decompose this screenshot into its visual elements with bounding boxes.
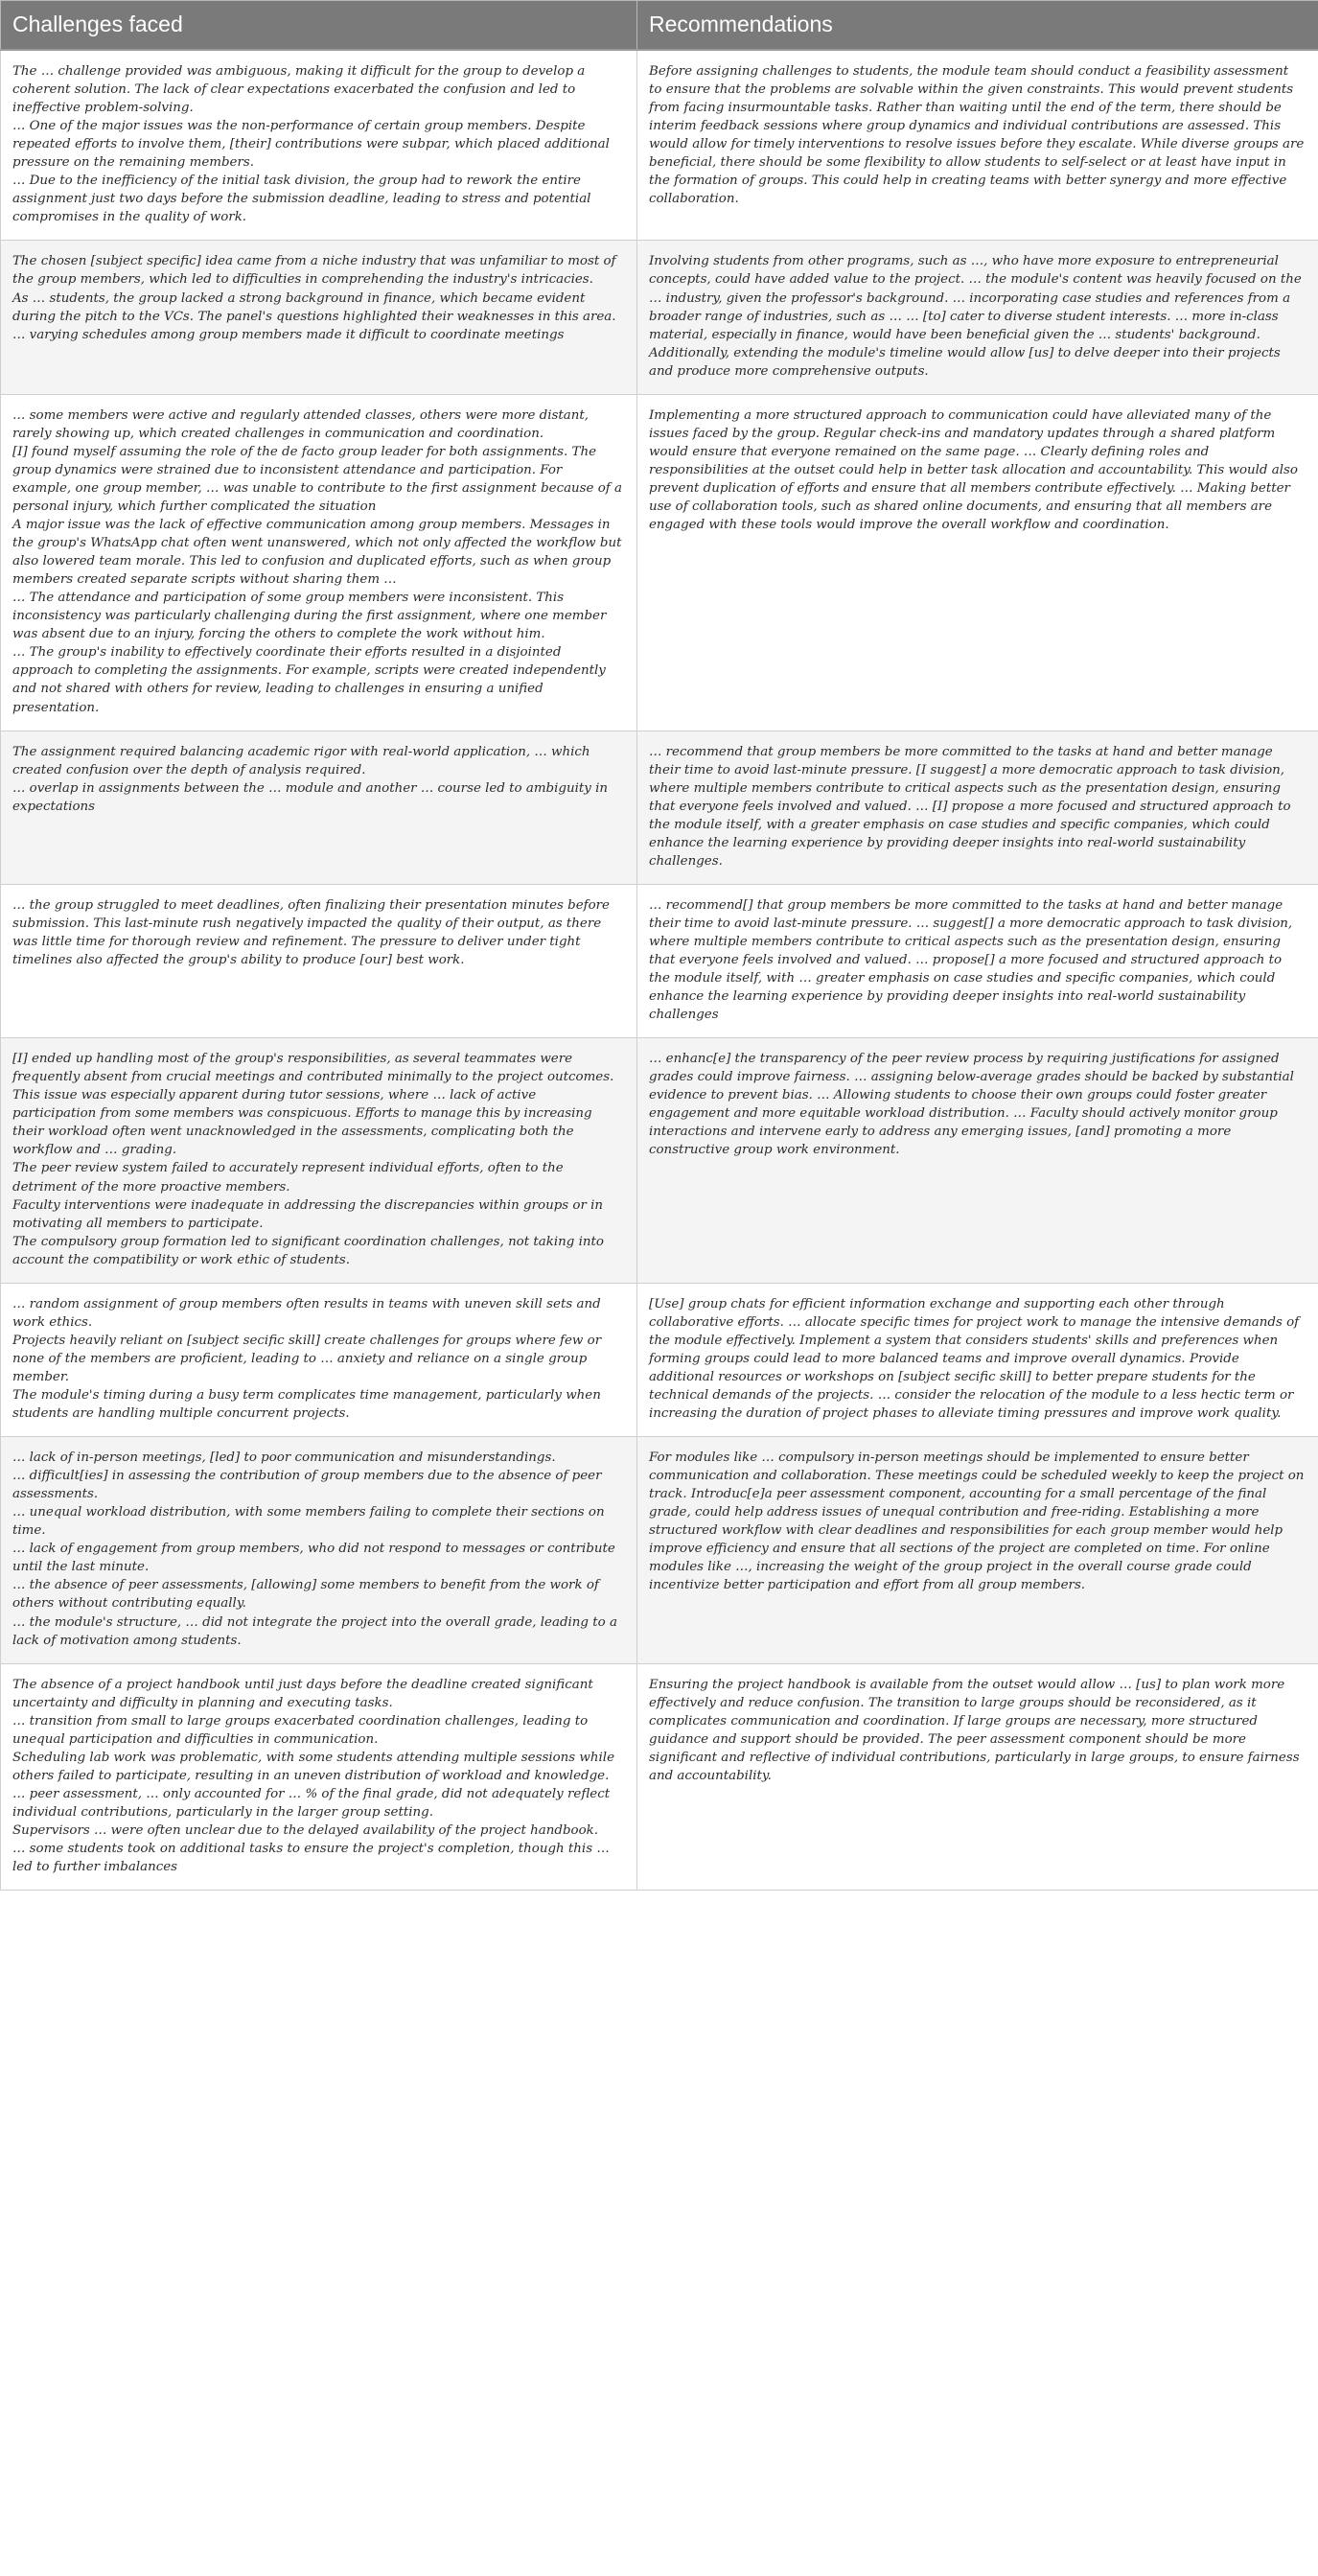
challenge-paragraph: … varying schedules among group members made it difficult to coordinate meetings	[12, 327, 565, 342]
challenge-paragraph: … random assignment of group members often results in teams with uneven skill sets and work ethics.	[12, 1296, 601, 1330]
table-row	[1, 1437, 1318, 1664]
challenge-paragraph: As … students, the group lacked a strong background in finance, which became evident during the pitch to the VCs. The panel's questions highlighted their weaknesses in this area.	[12, 290, 616, 324]
recommendation-paragraph: … recommend[] that group members be more committed to the tasks at hand and better manage their time to avoid last-minute pressure. … suggest[] a more democratic approach to task division, where multiple members contribute to critical aspects such as the presentation design, ensuring that everyone feels involved and valued. … propose[] a more focused and structured approach to the module itself, with … greater emphasis on case studies and specific companies, which could enhance the learning experience by providing deeper insights into real-world sustainability challenges	[649, 897, 1293, 1023]
table-row	[1, 1663, 1318, 1891]
recommendation-paragraph: For modules like … compulsory in-person meetings should be implemented to ensure better communication and collaboration. These meetings could be scheduled weekly to keep the project on track. Introduc[e]a peer assessment component, accounting for a small percentage of the final grade, could help address issues of unequal contribution and free-riding. Establishing a more structured workflow with clear deadlines and responsibilities for each group member would help improve efficiency and ensure that all sections of the project are completed on time. For online modules like …, increasing the weight of the group project in the overall course grade could incentivize better participation and effort from all group members.	[649, 1450, 1305, 1593]
recommendations-cell	[637, 1663, 1318, 1891]
challenge-paragraph: … lack of in-person meetings, [led] to poor communication and misunderstandings.	[12, 1450, 556, 1466]
recommendation-paragraph: … enhanc[e] the transparency of the peer review process by requiring justifications for assigned grades could improve fairness. … assigning below-average grades should be backed by substantial evidence to prevent bias. … Allowing students to choose their own groups could foster greater engagement and more equitable workload distribution. … Faculty should actively monitor group interactions and intervene early to address any emerging issues, [and] promoting a more constructive group work environment.	[649, 1052, 1294, 1158]
header-recommendations: Recommendations	[637, 1, 1318, 51]
recommendation-paragraph: [Use] group chats for efficient information exchange and supporting each other through collaborative efforts. … allocate specific times for project work to manage the intensive demands of the module effectively. Implement a system that considers students' skills and preferences when forming groups could lead to more balanced teams and improve overall dynamics. Provide additional resources or workshops on [subject secific skill] to better prepare students for the technical demands of the projects. … consider the relocation of the module to a less hectic term or increasing the duration of project phases to alleviate timing pressures and improve work quality.	[649, 1296, 1300, 1422]
header-challenges: Challenges faced	[1, 1, 637, 51]
recommendation-paragraph: Involving students from other programs, such as …, who have more exposure to entrepreneurial concepts, could have added value to the project. … the module's content was heavily focused on the … industry, given the professor's background. … incorporating case studies and references from a broader range of industries, such as … … [to] cater to diverse student interests. … more in-class material, especially in finance, would have been beneficial given the … students' background. Additionally, extending the module's timeline would allow [us] to delve deeper into their projects and produce more comprehensive outputs.	[649, 254, 1302, 379]
challenge-paragraph: … the group struggled to meet deadlines, often finalizing their presentation minutes before submission. This last-minute rush negatively impacted the quality of their output, as there was little time for thorough review and refinement. The pressure to deliver under tight timelines also affected the group's ability to produce [our] best work.	[12, 897, 610, 968]
challenge-paragraph: … The group's inability to effectively coordinate their efforts resulted in a disjointed approach to completing the assignments. For example, scripts were created independently and not shared with others for review, leading to challenges in ensuring a unified presentation.	[12, 645, 606, 715]
recommendations-cell	[637, 241, 1318, 394]
challenge-paragraph: The … challenge provided was ambiguous, making it difficult for the group to develop a coherent solution. The lack of clear expectations exacerbated the confusion and led to ineffective problem-solving.	[12, 64, 586, 116]
challenges-cell	[1, 1663, 637, 1891]
challenge-paragraph: … the absence of peer assessments, [allowing] some members to benefit from the work of others without contributing equally.	[12, 1578, 599, 1612]
challenge-paragraph: A major issue was the lack of effective communication among group members. Messages in the group's WhatsApp chat often went unanswered, which not only affected the workflow but also lowered team morale. This led to confusion and duplicated efforts, such as when group members created separate scripts without sharing them …	[12, 518, 622, 588]
challenge-paragraph: The assignment required balancing academic rigor with real-world application, … which created confusion over the depth of analysis required.	[12, 744, 590, 777]
recommendations-cell	[637, 884, 1318, 1037]
challenges-cell	[1, 1283, 637, 1436]
challenge-paragraph: Scheduling lab work was problematic, with some students attending multiple sessions while others failed to participate, resulting in an uneven distribution of workload and knowledge.	[12, 1750, 615, 1783]
challenge-paragraph: The compulsory group formation led to significant coordination challenges, not taking into account the compatibility or work ethic of students.	[12, 1234, 604, 1267]
challenge-paragraph: … peer assessment, … only accounted for … % of the final grade, did not adequately reflect individual contributions, particularly in the larger group setting.	[12, 1786, 611, 1820]
recommendations-cell	[637, 50, 1318, 241]
challenges-cell	[1, 884, 637, 1037]
challenge-paragraph: Faculty interventions were inadequate in addressing the discrepancies within groups or in motivating all members to participate.	[12, 1197, 604, 1231]
table-header-row	[1, 1, 1318, 51]
table-row	[1, 394, 1318, 731]
challenge-paragraph: … transition from small to large groups exacerbated coordination challenges, leading to unequal participation and difficulties in communication.	[12, 1713, 589, 1747]
challenges-cell	[1, 50, 637, 241]
recommendations-cell	[637, 1437, 1318, 1664]
challenge-paragraph: The module's timing during a busy term complicates time management, particularly when students are handling multiple concurrent projects.	[12, 1388, 601, 1422]
challenge-paragraph: The peer review system failed to accurately represent individual efforts, often to the detriment of the more proactive members.	[12, 1161, 564, 1195]
challenge-paragraph: … Due to the inefficiency of the initial task division, the group had to rework the entire assignment just two days before the submission deadline, leading to stress and potential compromises in the quality of work.	[12, 174, 591, 225]
challenge-paragraph: … some members were active and regularly attended classes, others were more distant, rarely showing up, which created challenges in communication and coordination.	[12, 407, 590, 441]
challenge-paragraph: The absence of a project handbook until just days before the deadline created significant uncertainty and difficulty in planning and executing tasks.	[12, 1677, 593, 1710]
challenge-paragraph: … lack of engagement from group members, who did not respond to messages or contribute until the last minute.	[12, 1542, 615, 1575]
challenge-paragraph: … difficult[ies] in assessing the contribution of group members due to the absence of peer assessments.	[12, 1469, 602, 1502]
challenges-cell	[1, 1437, 637, 1664]
recommendations-cell	[637, 1038, 1318, 1284]
table-row	[1, 241, 1318, 394]
challenges-cell	[1, 731, 637, 884]
recommendation-paragraph: Implementing a more structured approach to communication could have alleviated many of the issues faced by the group. Regular check-ins and mandatory updates through a shared platform would ensure that everyone remained on the same page. … Clearly defining roles and responsibilities at the outset could help in better task allocation and accountability. This would also prevent duplication of efforts and ensure that all members contribute effectively. … Making better use of collaboration tools, such as shared online documents, and ensuring that all members are engaged with these tools would improve the overall workflow and coordination.	[649, 407, 1298, 533]
challenge-paragraph: The chosen [subject specific] idea came from a niche industry that was unfamiliar to most of the group members, which led to difficulties in comprehending the industry's intricacies.	[12, 254, 616, 288]
table-body	[1, 50, 1318, 1891]
challenges-cell	[1, 1038, 637, 1284]
recommendations-cell	[637, 394, 1318, 731]
challenge-paragraph: … The attendance and participation of some group members were inconsistent. This inconsistency was particularly challenging during the first assignment, where one member was absent due to an injury, forcing the others to complete the work without him.	[12, 591, 607, 642]
challenges-cell	[1, 394, 637, 731]
challenge-paragraph: … overlap in assignments between the … module and another … course led to ambiguity in expectations	[12, 780, 608, 814]
challenge-paragraph: … One of the major issues was the non-performance of certain group members. Despite repeated efforts to involve them, [their] contributions were subpar, which placed additional pressure on the remaining members.	[12, 119, 610, 171]
challenge-paragraph: [I] ended up handling most of the group's responsibilities, as several teammates were frequently absent from crucial meetings and contributed minimally to the project outcomes. This issue was especially apparent during tutor sessions, where … lack of active participation from some members was conspicuous. Efforts to manage this by increasing their workload often went unacknowledged in the assessments, complicating both the workflow and … grading.	[12, 1052, 614, 1158]
challenge-paragraph: [I] found myself assuming the role of the de facto group leader for both assignments. The group dynamics were strained due to inconsistent attendance and participation. For example, one group member, … was unable to contribute to the first assignment because of a personal injury, which further complicated the situation	[12, 444, 622, 514]
table-row	[1, 50, 1318, 241]
table-row	[1, 731, 1318, 884]
table-row	[1, 1038, 1318, 1284]
challenge-paragraph: … unequal workload distribution, with some members failing to complete their sections on time.	[12, 1505, 605, 1539]
table-row	[1, 1283, 1318, 1436]
challenge-paragraph: … some students took on additional tasks to ensure the project's completion, though this … led to further imbalances	[12, 1842, 610, 1875]
challenge-paragraph: Supervisors … were often unclear due to the delayed availability of the project handbook.	[12, 1822, 599, 1838]
recommendations-cell	[637, 1283, 1318, 1436]
challenges-cell	[1, 241, 637, 394]
recommendation-paragraph: … recommend that group members be more committed to the tasks at hand and better manage their time to avoid last-minute pressure. [I suggest] a more democratic approach to task division, where multiple members contribute to critical aspects such as the presentation design, ensuring that everyone feels involved and valued. … [I] propose a more focused and structured approach to the module itself, with a greater emphasis on case studies and specific companies, which could enhance the learning experience by providing deeper insights into real-world sustainability challenges.	[649, 744, 1291, 869]
recommendations-cell	[637, 731, 1318, 884]
challenge-paragraph: … the module's structure, … did not integrate the project into the overall grade, leading to a lack of motivation among students.	[12, 1614, 617, 1648]
table-row	[1, 884, 1318, 1037]
recommendation-paragraph: Before assigning challenges to students, the module team should conduct a feasibility assessment to ensure that the problems are solvable within the given constraints. This would prevent students from facing insurmountable tasks. Rather than waiting until the end of the term, there should be interim feedback sessions where group dynamics and individual contributions are assessed. This would allow for timely interventions to resolve issues before they escalate. While diverse groups are beneficial, there should be some flexibility to allow students to self-select or at least have input in the formation of groups. This could help in creating teams with better synergy and more effective collaboration.	[649, 64, 1305, 207]
challenge-paragraph: Projects heavily reliant on [subject secific skill] create challenges for groups where few or none of the members are proficient, leading to … anxiety and reliance on a single group member.	[12, 1333, 602, 1384]
recommendation-paragraph: Ensuring the project handbook is available from the outset would allow … [us] to plan work more effectively and reduce confusion. The transition to large groups should be reconsidered, as it complicates communication and coordination. If large groups are necessary, more structured guidance and support should be provided. The peer assessment component should be more significant and reflective of individual contributions, particularly in large groups, to ensure fairness and accountability.	[649, 1677, 1300, 1783]
